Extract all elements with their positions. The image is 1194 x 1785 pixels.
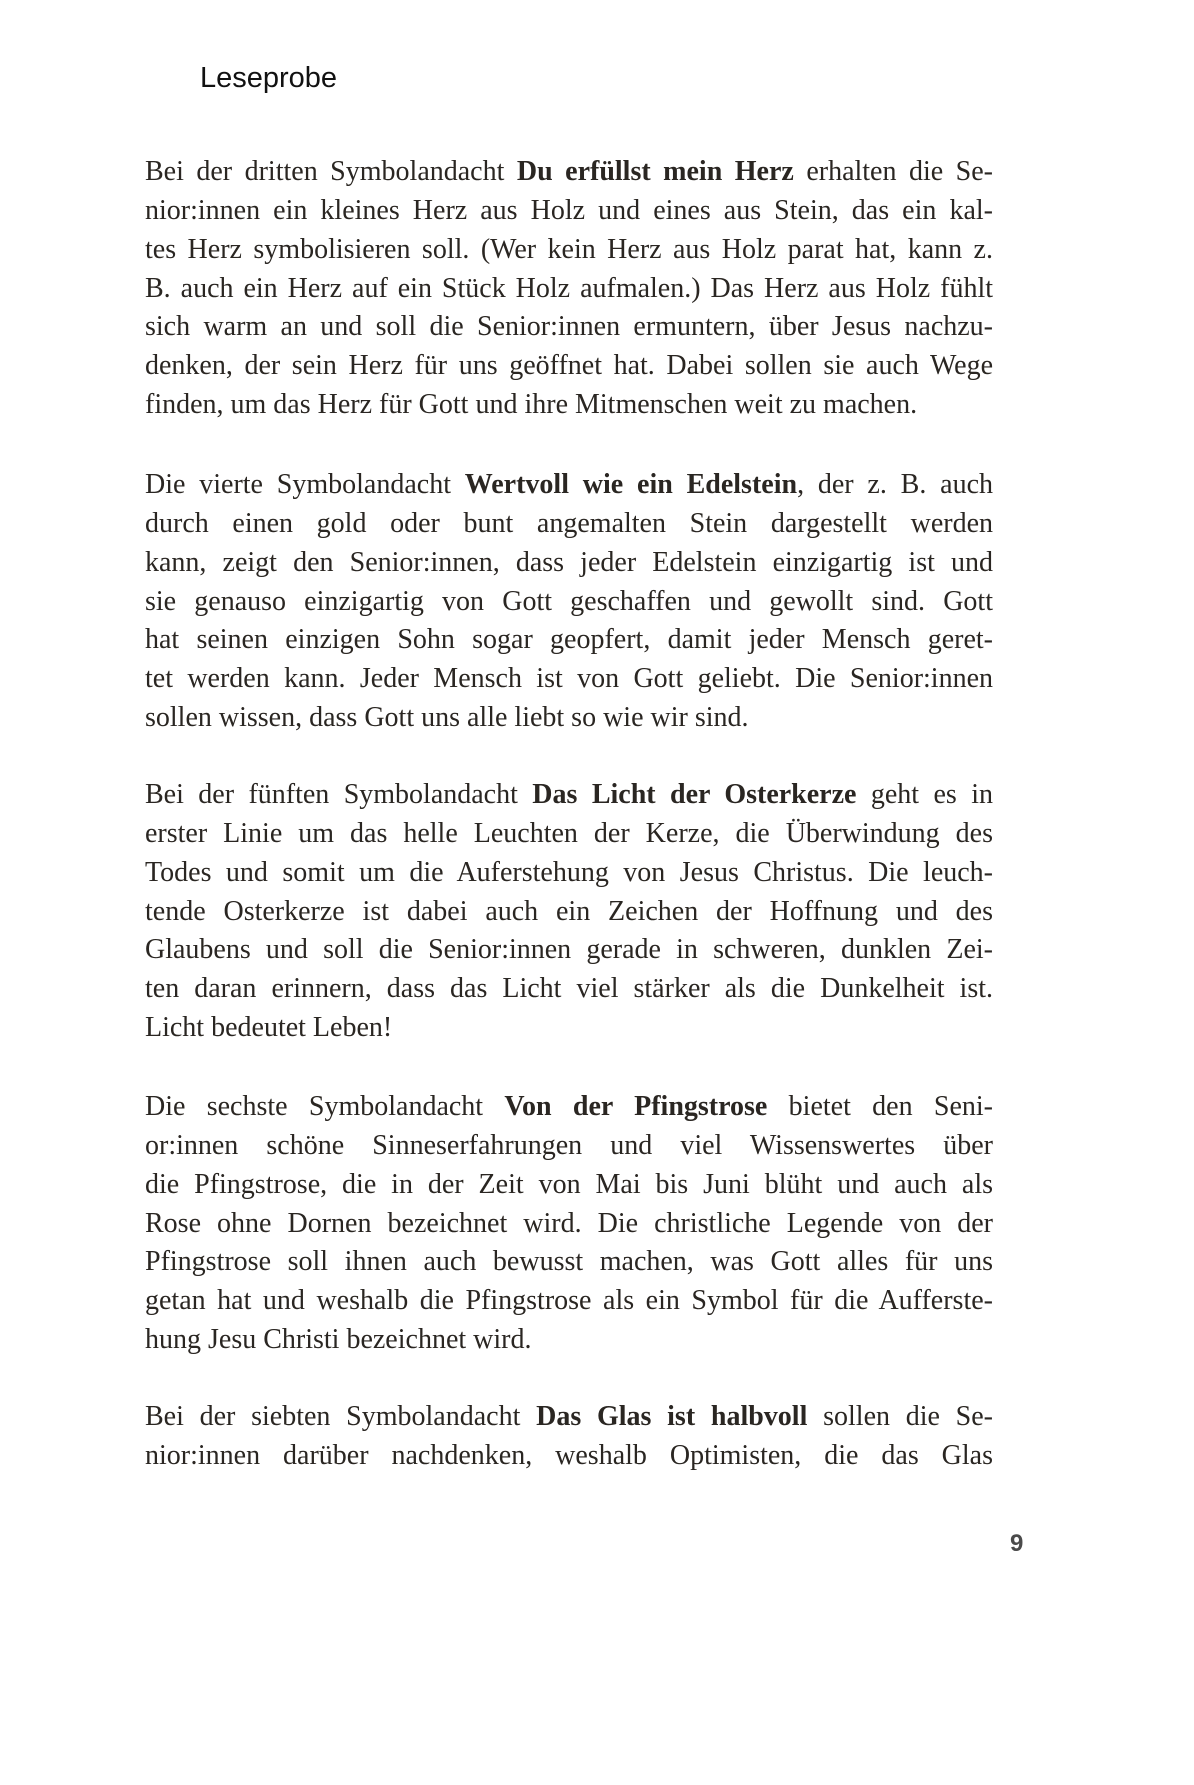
text-line: [145, 1009, 993, 1048]
text-run: B. auch ein Herz auf ein Stück Holz aufmalen.) Das Herz aus Holz fühlt: [145, 272, 993, 304]
text-run: sich warm an und soll die Senior:innen ermuntern, über Jesus nachzu-: [145, 311, 993, 343]
text-line: [145, 815, 993, 854]
emphasized-title: Du erfüllst mein Herz: [516, 156, 794, 187]
text-line: [145, 1243, 993, 1282]
text-run: nior:innen ein kleines Herz aus Holz und eines aus Stein, das ein kal-: [145, 194, 993, 226]
text-run: Bei der siebten Symbolandacht: [145, 1401, 537, 1432]
text-run: hung Jesu Christi bezeichnet wird.: [145, 1324, 532, 1356]
text-line: [145, 854, 993, 893]
text-run: kann, zeigt den Senior:innen, dass jeder Edelstein einzigartig ist und: [145, 546, 993, 578]
text-line: [145, 1398, 993, 1437]
text-line: [145, 270, 993, 309]
text-line: [145, 308, 993, 347]
text-line: [145, 153, 993, 192]
text-run: Pfingstrose soll ihnen auch bewusst machen, was Gott alles für uns: [145, 1246, 993, 1278]
text-run: finden, um das Herz für Gott und ihre Mitmenschen weit zu machen.: [145, 389, 918, 421]
text-run: Die vierte Symbolandacht: [145, 469, 465, 500]
text-run: denken, der sein Herz für uns geöffnet hat. Dabei sollen sie auch Wege: [145, 350, 993, 382]
text-line: [145, 893, 993, 932]
text-run: die Pfingstrose, die in der Zeit von Mai bis Juni blüht und auch als: [145, 1168, 993, 1200]
text-line: [145, 505, 993, 544]
paragraph-5: [145, 1398, 993, 1476]
text-line: [145, 970, 993, 1009]
text-run: tende Osterkerze ist dabei auch ein Zeichen der Hoffnung und des: [145, 895, 993, 927]
text-run: Todes und somit um die Auferstehung von Jesus Christus. Die leuch-: [145, 856, 993, 888]
emphasized-title: Von der Pfingstrose: [504, 1091, 768, 1122]
text-run: erhalten die Se-: [793, 156, 993, 187]
text-line: [145, 660, 993, 699]
text-line: [145, 192, 993, 231]
text-line: [145, 1205, 993, 1244]
text-run: hat seinen einzigen Sohn sogar geopfert, damit jeder Mensch geret-: [145, 624, 993, 656]
paragraph-2: [145, 466, 993, 738]
text-run: Die sechste Symbolandacht: [145, 1091, 505, 1122]
text-run: Bei der fünften Symbolandacht: [145, 779, 533, 810]
text-run: bietet den Seni-: [767, 1091, 993, 1122]
text-line: [145, 1088, 993, 1127]
text-line: [145, 621, 993, 660]
text-run: , der z. B. auch: [797, 469, 993, 500]
text-line: [145, 231, 993, 270]
text-run: getan hat und weshalb die Pfingstrose als ein Symbol für die Aufferste-: [145, 1285, 993, 1317]
text-run: Bei der dritten Symbolandacht: [145, 156, 517, 187]
text-run: tet werden kann. Jeder Mensch ist von Gott geliebt. Die Senior:innen: [145, 663, 993, 695]
text-run: sollen die Se-: [807, 1401, 993, 1432]
text-run: erster Linie um das helle Leuchten der Kerze, die Überwindung des: [145, 817, 993, 849]
text-run: tes Herz symbolisieren soll. (Wer kein Herz aus Holz parat hat, kann z.: [145, 233, 993, 265]
text-line: [145, 776, 993, 815]
text-line: [145, 1127, 993, 1166]
paragraph-4: [145, 1088, 993, 1360]
page-header: Leseprobe: [200, 62, 338, 94]
text-run: Glaubens und soll die Senior:innen gerade in schweren, dunklen Zei-: [145, 934, 993, 966]
emphasized-title: Wertvoll wie ein Edelstein: [464, 469, 798, 500]
text-line: [145, 931, 993, 970]
text-run: durch einen gold oder bunt angemalten Stein dargestellt werden: [145, 507, 993, 539]
text-line: [145, 1166, 993, 1205]
text-run: Rose ohne Dornen bezeichnet wird. Die christliche Legende von der: [145, 1207, 993, 1239]
text-run: sollen wissen, dass Gott uns alle liebt so wie wir sind.: [145, 702, 749, 734]
text-run: or:innen schöne Sinneserfahrungen und viel Wissenswertes über: [145, 1129, 993, 1161]
text-line: [145, 1437, 993, 1476]
text-line: [145, 386, 993, 425]
text-line: [145, 583, 993, 622]
text-run: ten daran erinnern, dass das Licht viel stärker als die Dunkelheit ist.: [145, 973, 993, 1005]
text-line: [145, 699, 993, 738]
text-line: [145, 466, 993, 505]
text-line: [145, 544, 993, 583]
text-run: nior:innen darüber nachdenken, weshalb Optimisten, die das Glas: [145, 1439, 993, 1471]
emphasized-title: Das Licht der Osterkerze: [532, 779, 857, 810]
text-run: sie genauso einzigartig von Gott geschaffen und gewollt sind. Gott: [145, 585, 993, 617]
page-number: 9: [1010, 1530, 1024, 1557]
text-line: [145, 1282, 993, 1321]
text-line: [145, 1321, 993, 1360]
emphasized-title: Das Glas ist halbvoll: [536, 1401, 808, 1432]
text-line: [145, 347, 993, 386]
text-run: Licht bedeutet Leben!: [145, 1012, 393, 1044]
text-run: geht es in: [856, 779, 993, 810]
paragraph-3: [145, 776, 993, 1048]
paragraph-1: [145, 153, 993, 425]
